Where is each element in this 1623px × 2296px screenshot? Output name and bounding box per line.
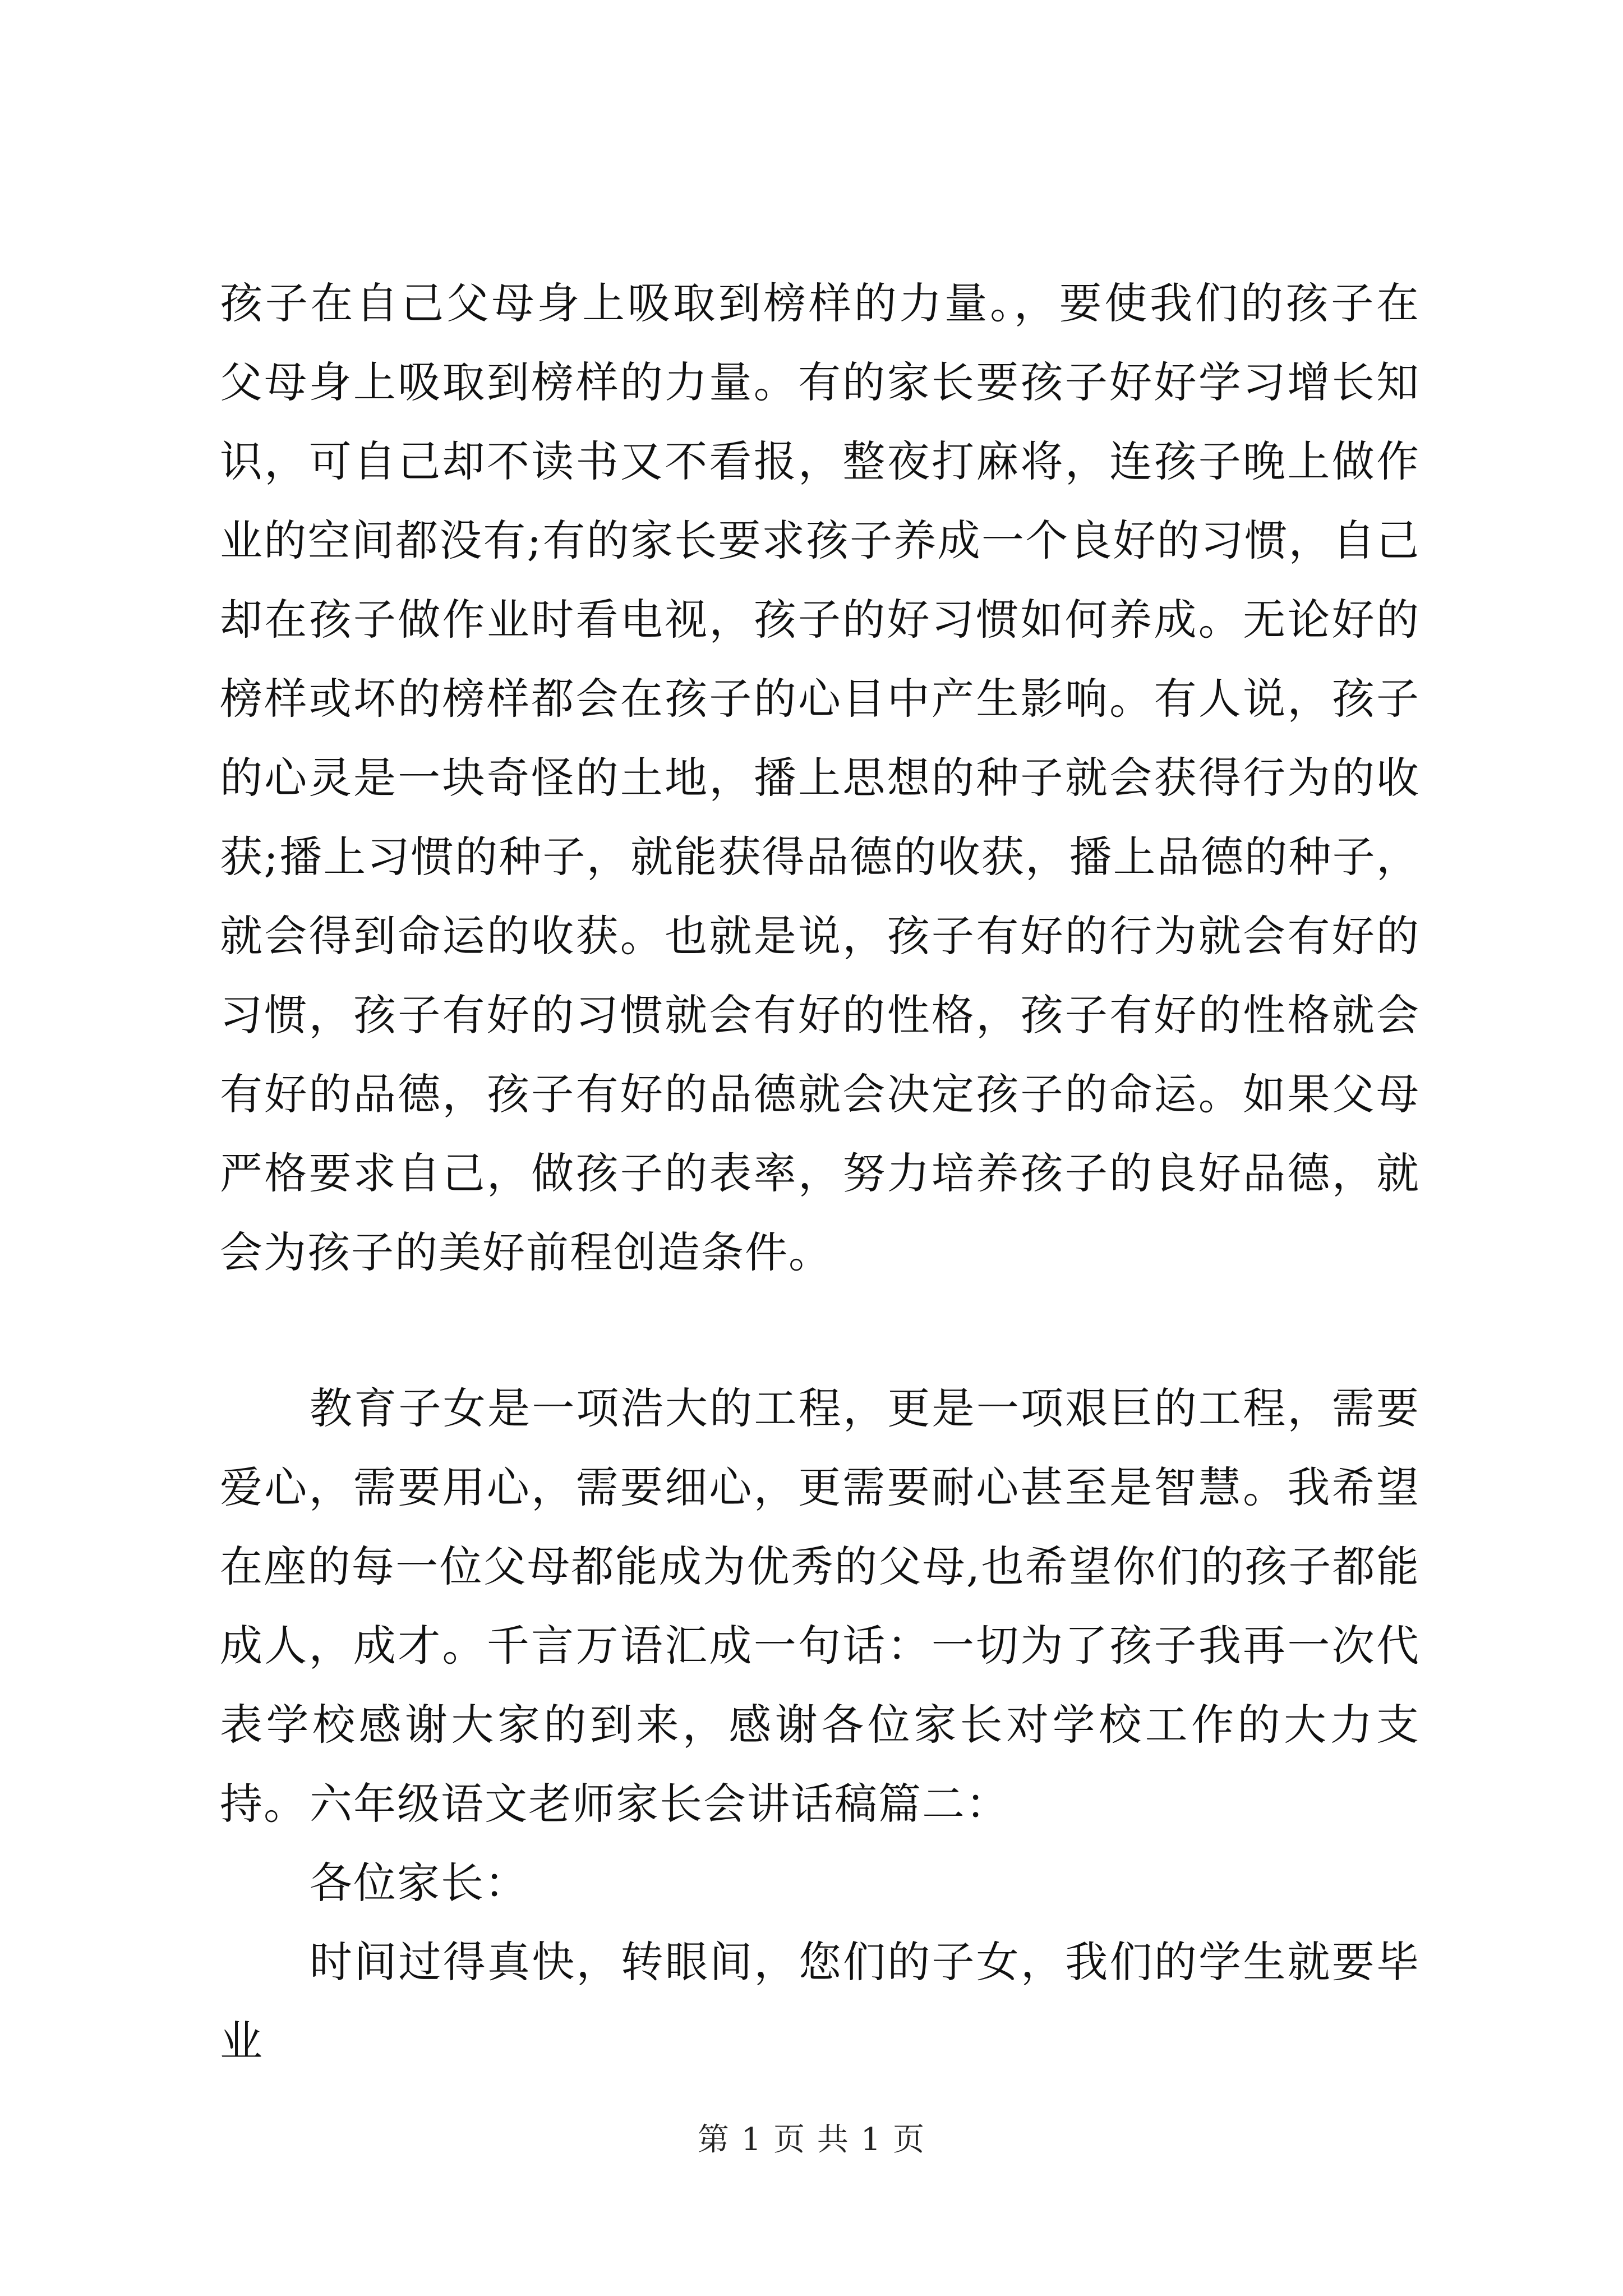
section-heading: 六年级语文老师家长会讲话稿篇二：	[310, 1779, 1009, 1829]
paragraph: 教育子女是一项浩大的工程，更是一项艰巨的工程，需要爱心，需要用心，需要细心，更需要耐心甚至是智慧。我希望在座的每一位父母都能成为优秀的父母,也希望你们的孩子都能成人，成才。千言万语汇成一句话：一切为了孩子我再一次代表学校感谢大家的到来，感谢各位家长对学校工作的大力支持。	[220, 1383, 1420, 1829]
paragraph-continuation: 孩子在自己父母身上吸取到榜样的力量。，要使我们的孩子在父母身上吸取到榜样的力量。有的家长要孩子好好学习增长知识，可自己却不读书又不看报，整夜打麻将，连孩子晚上做作业的空间都没有;有的家长要求孩子养成一个良好的习惯，自己却在孩子做作业时看电视，孩子的好习惯如何养成。无论好的榜样或坏的榜样都会在孩子的心目中产生影响。有人说，孩子的心灵是一块奇怪的土地，播上思想的种子就会获得行为的收获;播上习惯的种子，就能获得品德的收获，播上品德的种子，就会得到命运的收获。也就是说，孩子有好的行为就会有好的习惯，孩子有好的习惯就会有好的性格，孩子有好的性格就会有好的品德，孩子有好的品德就会决定孩子的命运。如果父母严格要求自己，做孩子的表率，努力培养孩子的良好品德，就会为孩子的美好前程创造条件。	[220, 278, 1420, 1277]
body-text-block	[220, 264, 1420, 1292]
paragraph: 时间过得真快，转眼间，您们的子女，我们的学生就要毕业	[220, 1937, 1420, 2066]
salutation: 各位家长：	[310, 1858, 528, 1908]
page-number-footer: 第 1 页 共 1 页	[697, 2122, 926, 2158]
body-text-block	[220, 1764, 1420, 2081]
